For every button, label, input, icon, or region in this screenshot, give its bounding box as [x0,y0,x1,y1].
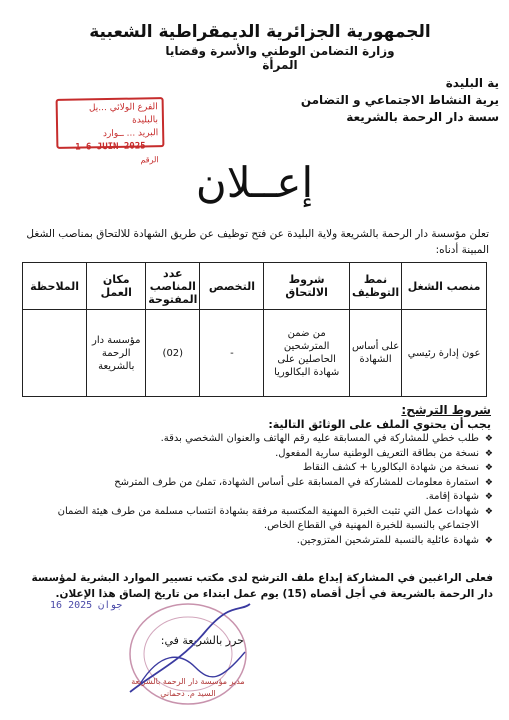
list-item: ❖ نسخة من بطاقة التعريف الوطنية سارية المفعول. [23,447,493,462]
signature-date: 16 جوان 2025 [50,600,123,611]
documents-list [23,432,493,548]
col-open-positions: عدد المناصب المفتوحة [146,263,200,310]
org-line-directorate: يرية النشاط الاجتماعي و التضامن [300,93,499,107]
cell-specialty: - [200,310,264,397]
cell-workplace: مؤسسة دار الرحمة بالشريعة [87,310,146,397]
list-item: ❖ شهادة عائلية بالنسبة للمترشحين المتزوجين. [23,534,493,549]
table-header-row [23,263,487,310]
signature-place: حرر بالشريعة في: [160,634,244,647]
stamp-line-2: البريد ... ــوارد [102,128,159,140]
list-item: ❖ شهادات عمل التي تثبت الخبرة المهنية المكتسبة مرفقة بشهادة انتساب مسلمة من طرف هيئة الضمان الاجتماعي بالنسبة للخبرة المهنية في القطاع الخاص. [23,505,493,534]
cell-position: عون إدارة رئيسي [402,310,487,397]
stamp-date: 1 6 JUIN 2025 [75,141,146,153]
list-item: ❖ استمارة معلومات للمشاركة في المسابقة على أساس الشهادة، تملئ من طرف المترشح [23,476,493,491]
cell-notes [23,310,87,397]
col-workplace: مكان العمل [87,263,146,310]
list-item: ❖ طلب خطي للمشاركة في المسابقة عليه رقم الهاتف والعنوان الشخصي بدقة. [23,432,493,447]
official-seal [110,592,260,710]
republic-header: الجمهورية الجزائرية الديمقراطية الشعبية [89,22,431,42]
cell-recruitment-mode: على أساس الشهادة [349,310,401,397]
col-specialty: التخصص [200,263,264,310]
org-line-wilaya: ية البليدة [445,76,499,90]
ministry-header: وزارة التضامن الوطني والأسرة وقضايا المرأة [165,44,395,72]
stamp-line-1: الفرع الولائي ...يل بالبليدة [88,102,159,126]
intro-paragraph: تعلن مؤسسة دار الرحمة بالشريعة ولاية البليدة عن فتح توظيف عن طريق الشهادة للالتحاق بمناصب الشغل المبينة أدناه: [26,228,489,256]
cell-conditions: من ضمن المترشحين الحاصلين على شهادة البكالوريا [264,310,350,397]
stamp-number-label: الرقم [140,155,159,165]
received-stamp [56,97,165,165]
list-item: ❖ شهادة إقامة. [23,490,493,505]
seal-name-text: السيد م. دحماني [160,689,216,698]
list-item: ❖ نسخة من شهادة البكالوريا + كشف النقاط [23,461,493,476]
conditions-title: شروط الترشح: [401,403,491,417]
seal-director-text: مدير مؤسسة دار الرحمة بالشريعة [131,677,245,686]
org-line-institution: سسة دار الرحمة بالشريعة [346,110,499,124]
conditions-subtitle: يجب أن يحتوي الملف على الوثائق التالية: [268,418,491,431]
closing-paragraph: فعلى الراغبين في المشاركة إيداع ملف الترشح لدى مكتب تسيير الموارد البشرية لمؤسسة دار الرحمة بالشريعة في أجل أقصاه (15) يوم عمل ابتداء من تاريخ إلصاق هذا الإعلان. [31,572,493,600]
col-notes: الملاحظة [23,263,87,310]
col-recruitment-mode: نمط التوظيف [349,263,401,310]
col-conditions: شروط الالتحاق [264,263,350,310]
table-row [23,310,487,397]
cell-open-positions: (02) [146,310,200,397]
col-position: منصب الشغل [402,263,487,310]
announcement-title: إعــلان [195,158,314,207]
positions-table [22,262,487,397]
